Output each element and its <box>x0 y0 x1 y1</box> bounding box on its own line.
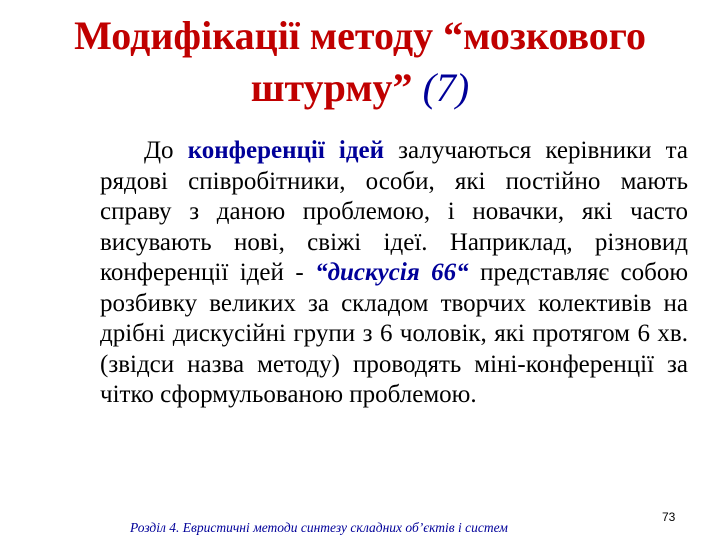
page-number: 73 <box>662 510 676 524</box>
paragraph-intro: До <box>144 137 188 164</box>
highlighted-quote: “дискусія 66“ <box>315 259 469 286</box>
paragraph-end: представляє собою розбивку великих за складом творчих колективів на дрібні дискусійні групи з 6 чоловік, які протягом 6 хв. (звідси назва методу) проводять міні-конференції за чітко сформульованою проблемою. <box>100 259 689 408</box>
slide-title-text: Модифікації методу “мозкового штурму” <box>74 13 646 110</box>
slide-title <box>20 10 700 114</box>
highlighted-term: конференції ідей <box>187 137 385 164</box>
slide-footer: Розділ 4. Евристичні методи синтезу складних об’єктів і систем <box>130 520 508 535</box>
slide-title-number: (7) <box>422 65 470 110</box>
paragraph-middle: залучаються керівники та рядові співробітники, особи, які постійно мають справу з даною проблемою, і новачки, які часто висувають нові, свіжі ідеї. Наприклад, різновид конференції ідей - <box>100 137 689 286</box>
slide-body-paragraph <box>100 136 688 411</box>
